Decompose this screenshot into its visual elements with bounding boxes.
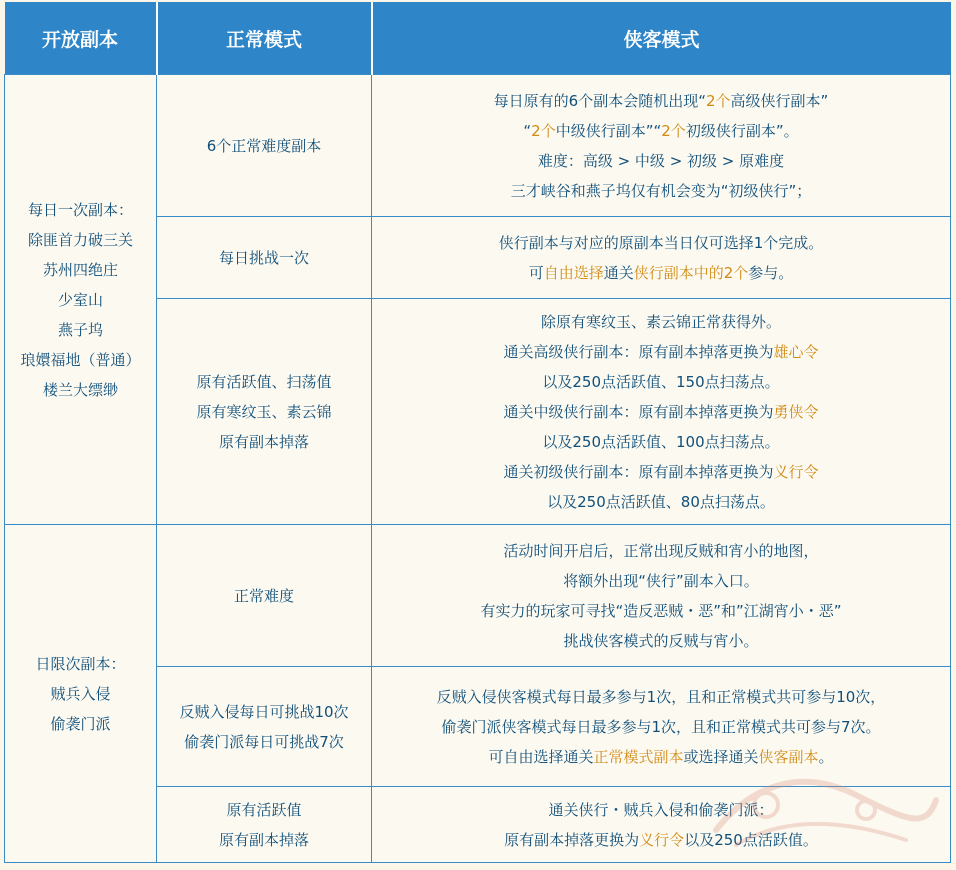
highlight-text: 义行令 bbox=[773, 462, 819, 481]
text-line bbox=[376, 427, 946, 457]
plain-text: 难度：高级 > 中级 > 初级 > 原难度 bbox=[537, 151, 785, 170]
xiake-mode-cell bbox=[372, 525, 951, 667]
xiake-mode-cell bbox=[372, 217, 951, 299]
plain-text: 可自由选择通关 bbox=[488, 747, 594, 766]
normal-mode-text: 每日挑战一次 bbox=[218, 248, 309, 267]
text-line: 日限次副本： bbox=[35, 654, 126, 673]
text-line: 原有活跃值、扫荡值 bbox=[196, 372, 332, 391]
dungeon-list-cell bbox=[5, 75, 157, 525]
highlight-text: 正常模式副本 bbox=[593, 747, 684, 766]
xiake-mode-cell bbox=[372, 75, 951, 217]
normal-mode-text bbox=[161, 697, 367, 757]
text-line bbox=[376, 258, 946, 288]
plain-text: 三才峡谷和燕子坞仅有机会变为“初级侠行”； bbox=[510, 181, 812, 200]
table-header-row bbox=[5, 2, 951, 75]
highlight-text: 侠行副本中的2个 bbox=[633, 263, 749, 282]
text-line bbox=[376, 566, 946, 596]
plain-text: 高级侠行副本” bbox=[730, 91, 829, 110]
text-line bbox=[376, 742, 946, 772]
plain-text: 偷袭门派侠客模式每日最多参与1次，且和正常模式共可参与7次。 bbox=[441, 717, 881, 736]
plain-text: “ bbox=[523, 121, 532, 140]
plain-text: 除原有寒纹玉、素云锦正常获得外。 bbox=[540, 312, 781, 331]
text-line: 琅嬛福地（普通） bbox=[20, 350, 141, 369]
plain-text: 反贼入侵侠客模式每日最多参与1次，且和正常模式共可参与10次， bbox=[436, 687, 886, 706]
text-line bbox=[376, 457, 946, 487]
xiake-mode-text bbox=[376, 307, 946, 517]
text-line bbox=[376, 86, 946, 116]
text-line: 燕子坞 bbox=[57, 320, 103, 339]
normal-mode-text: 正常难度 bbox=[233, 586, 294, 605]
xiake-mode-text bbox=[376, 682, 946, 772]
plain-text: 原有副本掉落更换为 bbox=[504, 830, 640, 849]
normal-mode-cell bbox=[157, 217, 372, 299]
normal-mode-cell bbox=[157, 75, 372, 217]
highlight-text: 勇侠令 bbox=[773, 402, 819, 421]
plain-text: 每日原有的6个副本会随机出现“ bbox=[493, 91, 706, 110]
plain-text: 以及250点活跃值、150点扫荡点。 bbox=[542, 372, 780, 391]
text-line bbox=[376, 176, 946, 206]
plain-text: 通关高级侠行副本：原有副本掉落更换为 bbox=[503, 342, 774, 361]
highlight-text: 雄心令 bbox=[773, 342, 819, 361]
dungeon-list bbox=[9, 649, 152, 739]
highlight-text: 2个 bbox=[531, 121, 556, 140]
header-xiake-mode: 侠客模式 bbox=[372, 2, 951, 75]
text-line bbox=[376, 626, 946, 656]
plain-text: 初级侠行副本”。 bbox=[685, 121, 799, 140]
table-row bbox=[5, 75, 951, 217]
highlight-text: 义行令 bbox=[639, 830, 685, 849]
plain-text: 中级侠行副本”“ bbox=[555, 121, 662, 140]
xiake-mode-cell bbox=[372, 299, 951, 525]
xiake-mode-cell bbox=[372, 667, 951, 787]
text-line bbox=[376, 367, 946, 397]
text-line: 原有副本掉落 bbox=[218, 432, 309, 451]
text-line bbox=[376, 397, 946, 427]
text-line: 原有寒纹玉、素云锦 bbox=[196, 402, 332, 421]
text-line bbox=[376, 596, 946, 626]
text-line: 贼兵入侵 bbox=[50, 684, 111, 703]
text-line bbox=[376, 487, 946, 517]
highlight-text: 2个 bbox=[661, 121, 686, 140]
xiake-mode-cell bbox=[372, 787, 951, 863]
normal-mode-text: 6个正常难度副本 bbox=[206, 136, 322, 155]
normal-mode-cell bbox=[157, 525, 372, 667]
text-line: 少室山 bbox=[57, 290, 103, 309]
plain-text: 。 bbox=[818, 747, 834, 766]
text-line: 楼兰大缥缈 bbox=[42, 380, 118, 399]
highlight-text: 2个 bbox=[706, 91, 731, 110]
plain-text: 以及250点活跃值、80点扫荡点。 bbox=[547, 492, 775, 511]
normal-mode-text bbox=[161, 367, 367, 457]
plain-text: 将额外出现“侠行”副本入口。 bbox=[563, 571, 759, 590]
plain-text: 通关侠行・贼兵入侵和偷袭门派： bbox=[548, 800, 774, 819]
normal-mode-cell bbox=[157, 787, 372, 863]
highlight-text: 侠客副本 bbox=[758, 747, 819, 766]
text-line: 苏州四绝庄 bbox=[42, 260, 118, 279]
plain-text: 或选择通关 bbox=[683, 747, 759, 766]
header-normal-mode: 正常模式 bbox=[157, 2, 372, 75]
plain-text: 以及250点活跃值、100点扫荡点。 bbox=[542, 432, 780, 451]
text-line bbox=[376, 682, 946, 712]
text-line bbox=[376, 712, 946, 742]
plain-text: 可 bbox=[528, 263, 544, 282]
normal-mode-cell bbox=[157, 667, 372, 787]
text-line bbox=[376, 146, 946, 176]
normal-mode-text bbox=[161, 795, 367, 855]
plain-text: 通关 bbox=[603, 263, 634, 282]
text-line: 原有副本掉落 bbox=[218, 830, 309, 849]
normal-mode-cell bbox=[157, 299, 372, 525]
xiake-mode-text bbox=[376, 795, 946, 855]
xiake-mode-text bbox=[376, 228, 946, 288]
plain-text: 参与。 bbox=[748, 263, 794, 282]
plain-text: 活动时间开启后，正常出现反贼和宵小的地图， bbox=[503, 541, 819, 560]
text-line bbox=[376, 116, 946, 146]
dungeon-mode-table bbox=[4, 2, 951, 863]
text-line: 原有活跃值 bbox=[226, 800, 302, 819]
text-line bbox=[376, 337, 946, 367]
xiake-mode-text bbox=[376, 536, 946, 656]
dungeon-list-cell bbox=[5, 525, 157, 863]
xiake-mode-text bbox=[376, 86, 946, 206]
highlight-text: 自由选择 bbox=[543, 263, 604, 282]
text-line bbox=[376, 536, 946, 566]
plain-text: 侠行副本与对应的原副本当日仅可选择1个完成。 bbox=[498, 233, 824, 252]
text-line: 除匪首力破三关 bbox=[27, 230, 133, 249]
text-line: 偷袭门派每日可挑战7次 bbox=[184, 732, 344, 751]
text-line bbox=[376, 228, 946, 258]
plain-text: 有实力的玩家可寻找“造反恶贼・恶”和”江湖宵小・恶” bbox=[480, 601, 842, 620]
text-line: 反贼入侵每日可挑战10次 bbox=[179, 702, 349, 721]
plain-text: 通关中级侠行副本：原有副本掉落更换为 bbox=[503, 402, 774, 421]
header-open-dungeons: 开放副本 bbox=[5, 2, 157, 75]
text-line bbox=[376, 795, 946, 825]
plain-text: 以及250点活跃值。 bbox=[684, 830, 818, 849]
text-line: 每日一次副本： bbox=[27, 200, 133, 219]
plain-text: 挑战侠客模式的反贼与宵小。 bbox=[563, 631, 759, 650]
plain-text: 通关初级侠行副本：原有副本掉落更换为 bbox=[503, 462, 774, 481]
text-line bbox=[376, 825, 946, 855]
text-line bbox=[376, 307, 946, 337]
dungeon-list bbox=[9, 195, 152, 405]
table-row bbox=[5, 525, 951, 667]
text-line: 偷袭门派 bbox=[50, 714, 111, 733]
